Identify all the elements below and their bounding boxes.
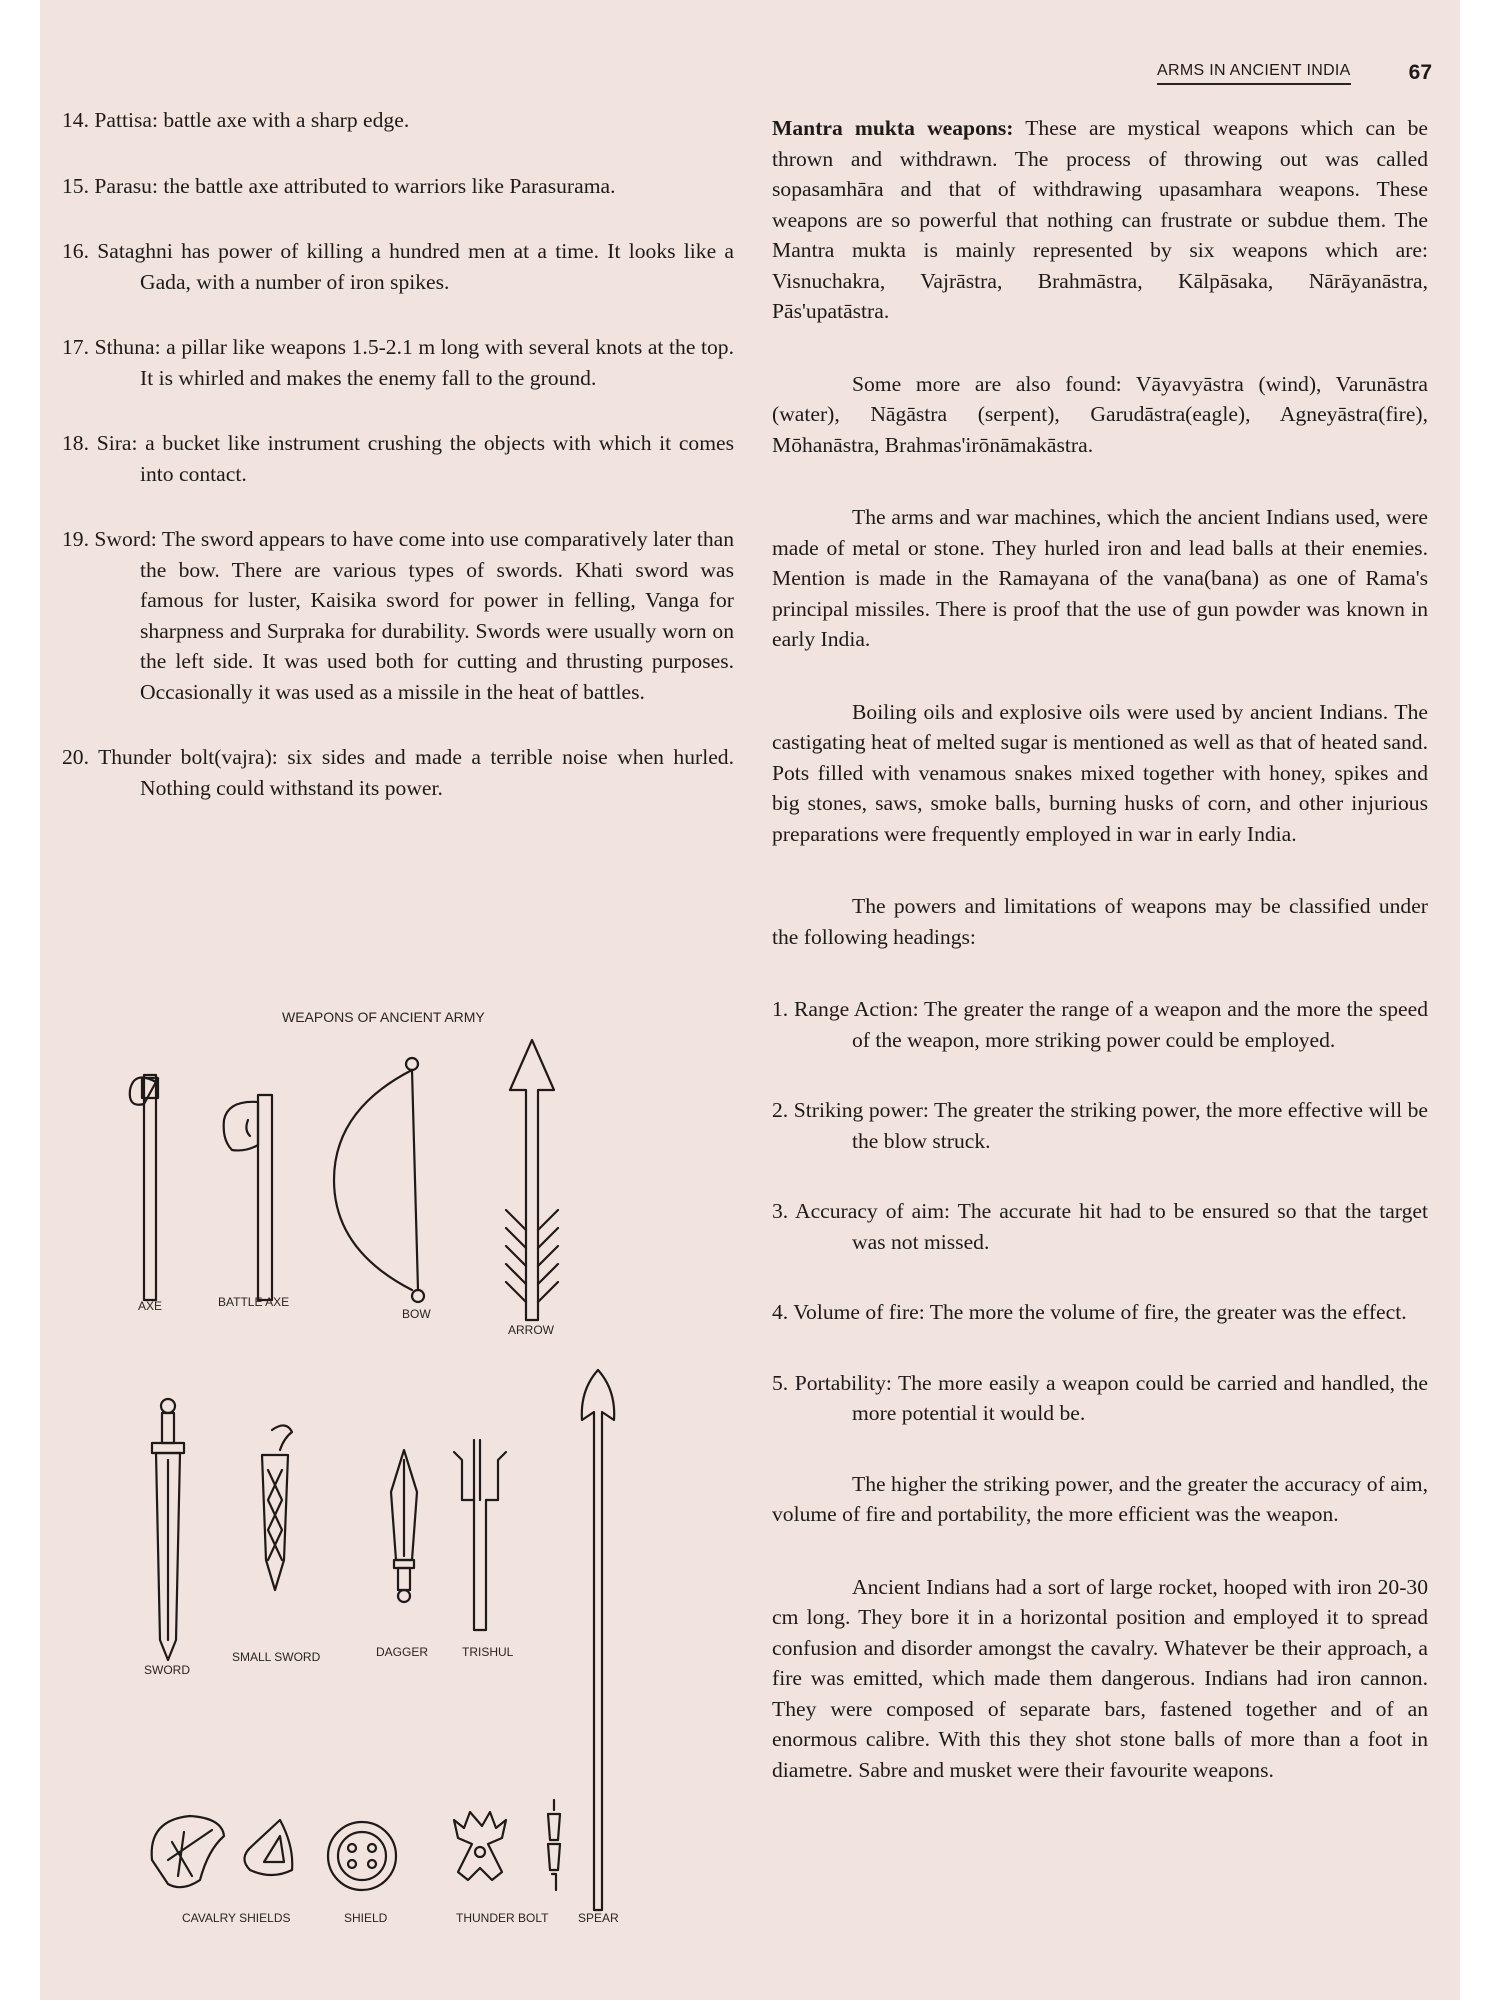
item-text: Portability: The more easily a weapon could be carried and handled, the more potential it would be.: [794, 1370, 1428, 1425]
list-item: [62, 236, 734, 297]
dagger-label: DAGGER: [376, 1645, 429, 1659]
right-column: [772, 113, 1428, 1827]
trishul-drawing: [454, 1440, 506, 1630]
item-number: 20.: [62, 745, 89, 769]
small-sword-label: SMALL SWORD: [232, 1650, 321, 1664]
item-text: Accuracy of aim: The accurate hit had to be ensured so that the target was not missed.: [795, 1199, 1428, 1254]
cavalry-shields-drawing: [152, 1816, 293, 1887]
running-head: ARMS IN ANCIENT INDIA: [1157, 62, 1351, 85]
item-text: Pattisa: battle axe with a sharp edge.: [94, 108, 410, 132]
item-number: 18.: [62, 431, 89, 455]
paragraph-oils: Boiling oils and explosive oils were used by ancient Indians. The castigating heat of melted sugar is mentioned as well as that of heated sand. Pots filled with venamous snakes mixed together with honey, spikes and big stones, saws, smoke balls, burning husks of corn, and other injurious preparations were frequently employed in war in early India.: [772, 699, 1428, 846]
list-item: [772, 1095, 1428, 1156]
mantra-paragraph: [772, 113, 1428, 327]
item-text: Volume of fire: The more the volume of fire, the greater was the effect.: [793, 1300, 1407, 1324]
sword-label: SWORD: [144, 1663, 190, 1677]
page-header: [1157, 58, 1432, 88]
list-item: [62, 428, 734, 489]
trishul-label: TRISHUL: [462, 1645, 514, 1659]
item-text: Parasu: the battle axe attributed to warriors like Parasurama.: [94, 173, 616, 198]
list-item: [772, 1368, 1428, 1429]
paragraph-powers: The powers and limitations of weapons may be classified under the following headings:: [772, 894, 1428, 949]
figure-title: WEAPONS OF ANCIENT ARMY: [282, 1009, 485, 1025]
weapons-figure: [72, 1000, 752, 1940]
list-item: [62, 332, 734, 393]
list-item: [62, 524, 734, 707]
item-text: Range Action: The greater the range of a weapon and the more the speed of the weapon, more striking power could be employed.: [794, 997, 1428, 1052]
mantra-heading: Mantra mukta weapons:: [772, 116, 1014, 140]
item-number: 3.: [772, 1199, 789, 1223]
item-number: 4.: [772, 1300, 789, 1324]
item-text: Sataghni has power of killing a hundred men at a time. It looks like a Gada, with a number of iron spikes.: [97, 239, 734, 294]
item-text: Sira: a bucket like instrument crushing the objects with which it comes into contact.: [96, 431, 734, 486]
sword-drawing: [152, 1399, 184, 1660]
item-text: Sthuna: a pillar like weapons 1.5-2.1 m long with several knots at the top. It is whirled and makes the enemy fall to the ground.: [94, 335, 734, 390]
weapon-criteria-list: [772, 994, 1428, 1429]
list-item: [62, 742, 734, 803]
item-number: 2.: [772, 1098, 789, 1122]
item-text: Sword: The sword appears to have come into use comparatively later than the bow. There are various types of swords. Khati sword was famous for luster, Kaisika sword for power in felling, Vanga for sharpness and Surpraka for durability. Swords were usually worn on the left side. It was used both for cutting and thrusting purposes. Occasionally it was used as a missile in the heat of battles.: [94, 527, 734, 704]
list-item: [62, 171, 734, 202]
bow-label: BOW: [402, 1307, 431, 1321]
book-page: [40, 0, 1460, 2000]
list-item: [772, 1196, 1428, 1257]
item-number: 1.: [772, 997, 789, 1021]
paragraph-arms: The arms and war machines, which the ancient Indians used, were made of metal or stone. They hurled iron and lead balls at their enemies. Mention is made in the Ramayana of the vana(bana) as one of Rama's principal missiles. There is proof that the use of gun powder was known in early India.: [772, 505, 1428, 651]
battle-axe-label: BATTLE AXE: [218, 1295, 290, 1309]
paragraph-higher: The higher the striking power, and the greater the accuracy of aim, volume of fire and portability, the more efficient was the weapon.: [772, 1471, 1428, 1526]
item-number: 17.: [62, 335, 89, 359]
weapons-illustration: [72, 1000, 752, 1940]
spear-drawing: [582, 1370, 614, 1910]
thunder-bolt-label: THUNDER BOLT: [456, 1911, 549, 1925]
item-text: Thunder bolt(vajra): six sides and made a terrible noise when hurled. Nothing could withstand its power.: [98, 745, 734, 800]
item-number: 15.: [62, 173, 89, 198]
spear-label: SPEAR: [578, 1911, 619, 1925]
item-number: 19.: [62, 527, 89, 551]
axe-drawing: [130, 1075, 158, 1300]
paragraph-found: Some more are also found: Vāyavyāstra (wind), Varunāstra (water), Nāgāstra (serpent), Garudāstra(eagle), Agneyāstra(fire), Mōhanāstra, Brahmas'irōnāmakāstra.: [772, 371, 1428, 457]
bow-drawing: [334, 1058, 424, 1302]
battle-axe-drawing: [224, 1095, 272, 1300]
list-item: [772, 1297, 1428, 1328]
cavalry-shields-label: CAVALRY SHIELDS: [182, 1911, 291, 1925]
list-item: [772, 994, 1428, 1055]
item-number: 14.: [62, 108, 89, 132]
mantra-text: These are mystical weapons which can be thrown and withdrawn. The process of throwing out was called sopasamhāra and that of withdrawing upasamhara weapons. These weapons are so powerful that nothing can frustrate or subdue them. The Mantra mukta is mainly represented by six weapons which are: Visnuchakra, Vajrāstra, Brahmāstra, Kālpāsaka, Nārāyanāstra, Pās'upatāstra.: [772, 116, 1428, 323]
arrow-drawing: [506, 1040, 558, 1320]
paragraph-rocket: Ancient Indians had a sort of large rocket, hooped with iron 20-30 cm long. They bore it in a horizontal position and employed it to spread confusion and disorder amongst the cavalry. Whatever be their approach, a fire was emitted, which made them dangerous. Indians had iron cannon. They were composed of separate bars, fastened together and of an enormous calibre. With this they shot stone balls of more than a foot in diametre. Sabre and musket were their favourite weapons.: [772, 1574, 1428, 1782]
axe-label: AXE: [138, 1299, 163, 1313]
small-sword-drawing: [262, 1425, 292, 1590]
thunder-bolt-drawing: [454, 1800, 560, 1890]
page-number: 67: [1408, 61, 1432, 84]
shield-label: SHIELD: [344, 1911, 388, 1925]
arrow-label: ARROW: [508, 1323, 554, 1337]
item-number: 16.: [62, 239, 89, 263]
dagger-drawing: [391, 1450, 417, 1602]
item-text: Striking power: The greater the striking power, the more effective will be the blow struck.: [793, 1098, 1428, 1153]
shield-drawing: [328, 1822, 396, 1890]
list-item: [62, 105, 734, 136]
item-number: 5.: [772, 1370, 789, 1395]
left-column: [62, 105, 734, 838]
